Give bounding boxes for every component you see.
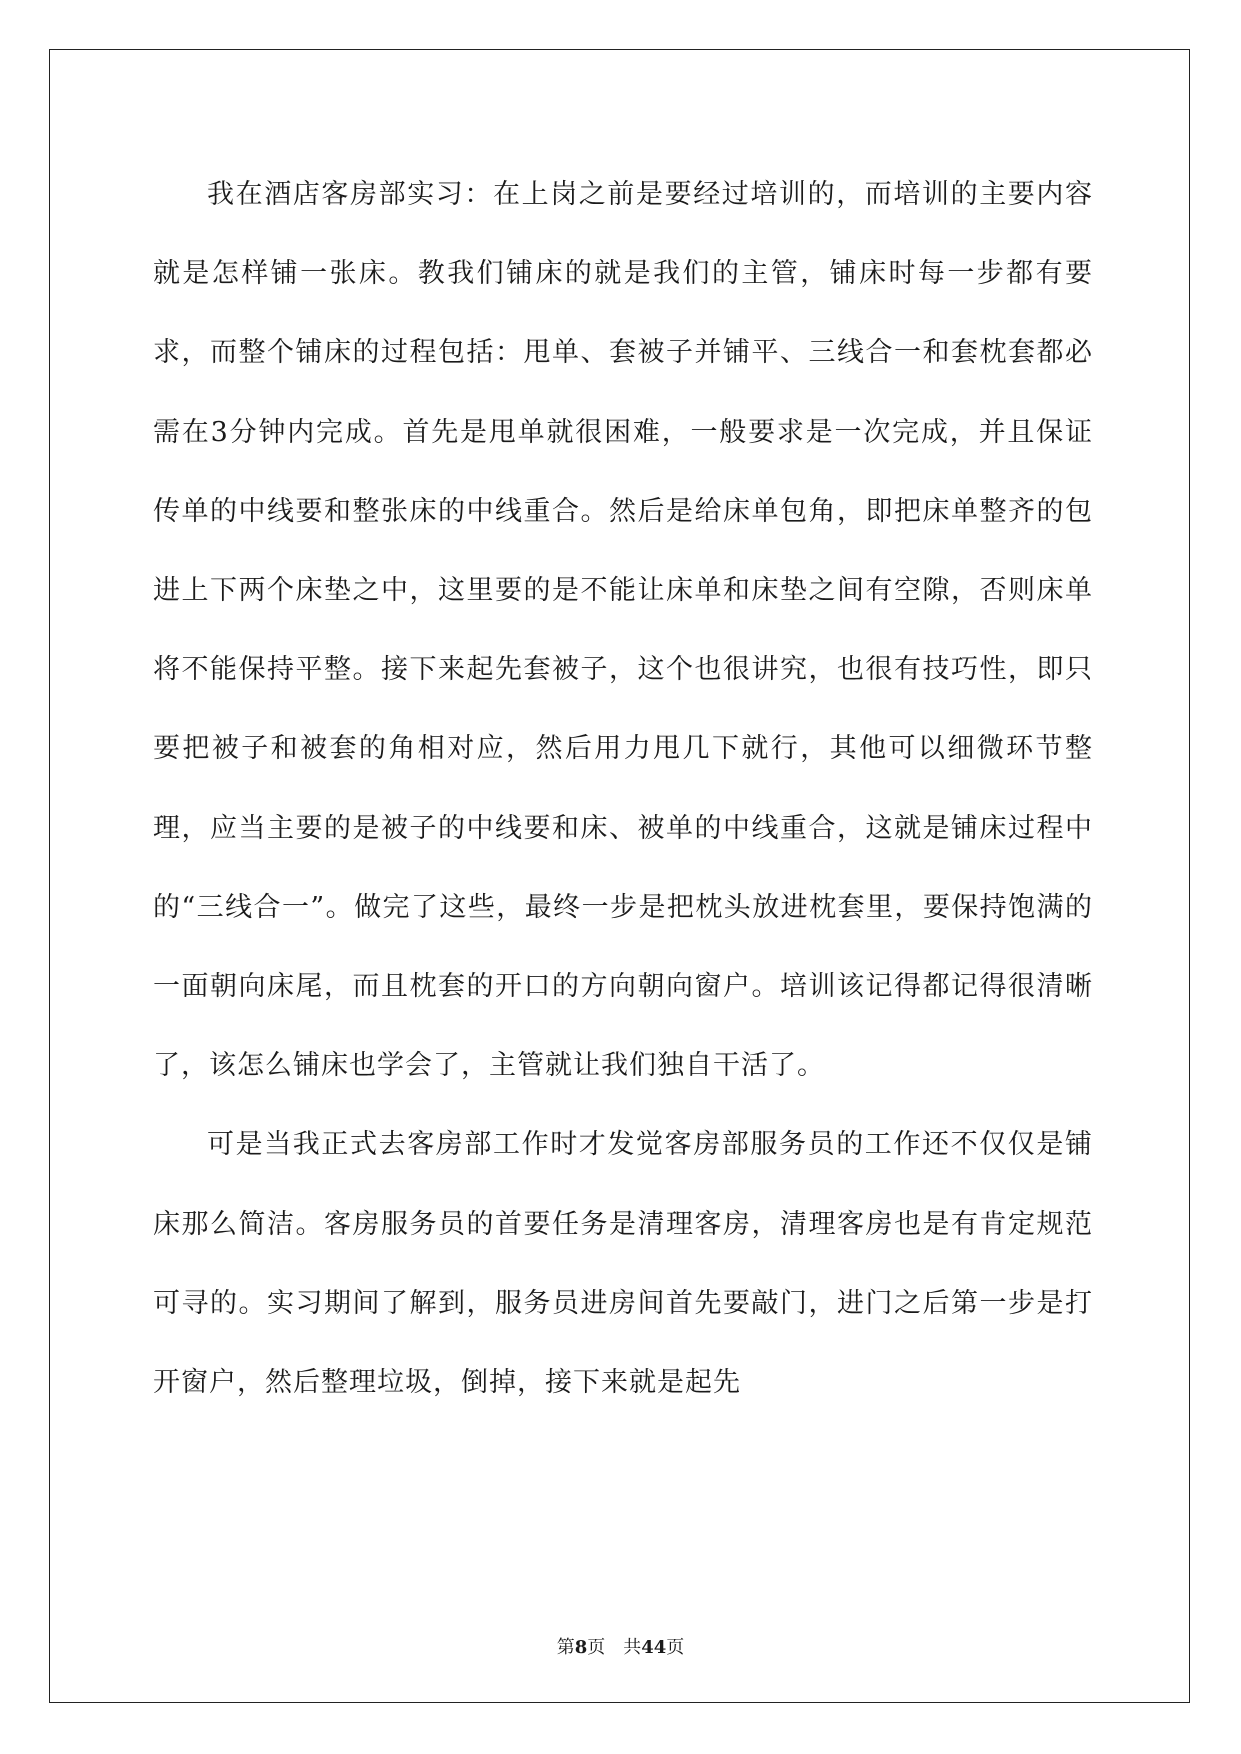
paragraph-2: 可是当我正式去客房部工作时才发觉客房部服务员的工作还不仅仅是铺床那么简洁。客房服务员的首要任务是清理客房，清理客房也是有肯定规范可寻的。实习期间了解到，服务员进房间首先要敲门，进门之后第一步是打开窗户，然后整理垃圾，倒掉，接下来就是起先 bbox=[153, 1129, 1093, 1399]
footer-suffix: 页 bbox=[666, 1637, 685, 1658]
paragraph-1: 我在酒店客房部实习：在上岗之前是要经过培训的，而培训的主要内容就是怎样铺一张床。教我们铺床的就是我们的主管，铺床时每一步都有要求，而整个铺床的过程包括：甩单、套被子并铺平、三线合一和套枕套都必需在3分钟内完成。首先是甩单就很困难，一般要求是一次完成，并且保证传单的中线要和整张床的中线重合。然后是给床单包角，即把床单整齐的包进上下两个床垫之中，这里要的是不能让床单和床垫之间有空隙，否则床单将不能保持平整。接下来起先套被子，这个也很讲究，也很有技巧性，即只要把被子和被套的角相对应，然后用力甩几下就行，其他可以细微环节整理，应当主要的是被子的中线要和床、被单的中线重合，这就是铺床过程中的“三线合一”。做完了这些，最终一步是把枕头放进枕套里，要保持饱满的一面朝向床尾，而且枕套的开口的方向朝向窗户。培训该记得都记得很清晰了，该怎么铺床也学会了，主管就让我们独自干活了。 bbox=[153, 179, 1093, 1082]
footer-prefix: 第 bbox=[556, 1637, 575, 1658]
total-pages-number: 44 bbox=[641, 1637, 667, 1658]
current-page-number: 8 bbox=[574, 1637, 588, 1658]
document-body bbox=[153, 155, 1093, 1422]
page-footer bbox=[0, 1633, 1241, 1659]
footer-mid: 页 共 bbox=[587, 1637, 642, 1658]
